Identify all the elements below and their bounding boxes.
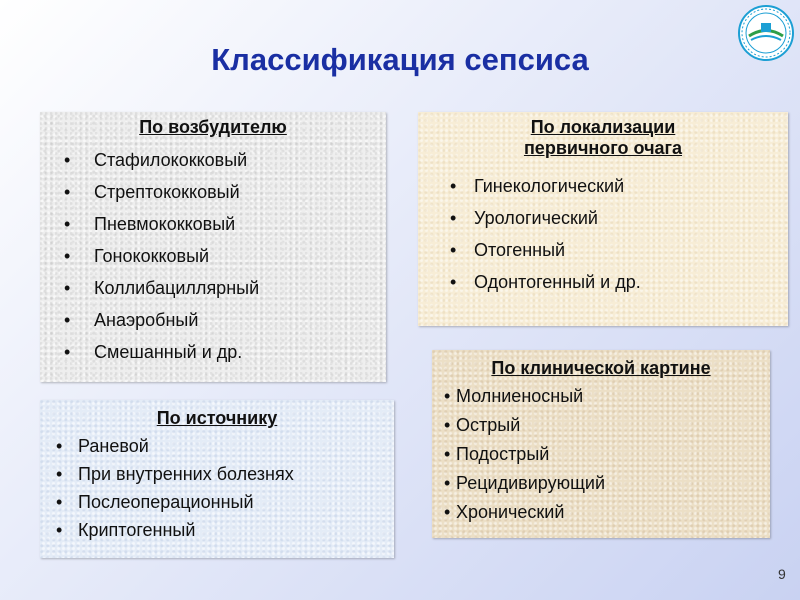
localization-heading-line2: первичного очага bbox=[523, 138, 683, 158]
list-item-label: Гинекологический bbox=[474, 176, 625, 196]
bullet: • bbox=[450, 272, 457, 292]
source-heading: По источнику bbox=[156, 408, 278, 428]
list-item-label: Криптогенный bbox=[78, 520, 196, 540]
list-item bbox=[444, 501, 605, 530]
list-item bbox=[56, 435, 294, 463]
list-item bbox=[64, 308, 259, 340]
pathogen-panel bbox=[40, 112, 386, 382]
list-item bbox=[64, 276, 259, 308]
list-item-label: Стафилококковый bbox=[94, 150, 248, 170]
slide-title: Классификация сепсиса bbox=[211, 42, 589, 77]
list-item-label: Гонококковый bbox=[94, 246, 210, 266]
page-number: 9 bbox=[778, 566, 786, 582]
list-item-label: Подострый bbox=[456, 444, 550, 464]
list-item bbox=[450, 270, 641, 302]
list-item bbox=[56, 463, 294, 491]
list-item-label: Молниеносный bbox=[456, 386, 584, 406]
bullet: • bbox=[444, 473, 451, 493]
list-item bbox=[64, 148, 259, 180]
list-item-label: Смешанный и др. bbox=[94, 342, 243, 362]
bullet: • bbox=[56, 464, 63, 484]
bullet: • bbox=[64, 150, 71, 170]
bullet: • bbox=[64, 310, 71, 330]
list-item-label: При внутренних болезнях bbox=[78, 464, 294, 484]
bullet: • bbox=[64, 214, 71, 234]
bullet: • bbox=[64, 246, 71, 266]
list-item-label: Одонтогенный и др. bbox=[474, 272, 641, 292]
list-item-label: Стрептококковый bbox=[94, 182, 240, 202]
source-list bbox=[56, 435, 294, 547]
list-item bbox=[444, 472, 605, 501]
list-item-label: Отогенный bbox=[474, 240, 566, 260]
list-item bbox=[64, 180, 259, 212]
list-item bbox=[64, 340, 259, 372]
clinical-list bbox=[444, 385, 605, 530]
list-item bbox=[444, 414, 605, 443]
list-item bbox=[56, 491, 294, 519]
list-item-label: Коллибациллярный bbox=[94, 278, 260, 298]
list-item bbox=[450, 238, 641, 270]
list-item-label: Рецидивирующий bbox=[456, 473, 605, 493]
clinical-heading: По клинической картине bbox=[491, 358, 711, 378]
list-item-label: Раневой bbox=[78, 436, 149, 456]
bullet: • bbox=[444, 386, 451, 406]
pathogen-list bbox=[64, 148, 259, 372]
list-item bbox=[450, 206, 641, 238]
clinical-panel bbox=[432, 350, 770, 538]
localization-panel bbox=[418, 112, 788, 326]
pathogen-heading: По возбудителю bbox=[139, 117, 287, 137]
localization-list bbox=[450, 174, 641, 302]
bullet: • bbox=[444, 502, 451, 522]
bullet: • bbox=[56, 492, 63, 512]
list-item-label: Послеоперационный bbox=[78, 492, 254, 512]
bullet: • bbox=[56, 436, 63, 456]
list-item bbox=[64, 212, 259, 244]
list-item bbox=[56, 519, 294, 547]
bullet: • bbox=[64, 342, 71, 362]
list-item-label: Хронический bbox=[456, 502, 565, 522]
list-item-label: Острый bbox=[456, 415, 521, 435]
bullet: • bbox=[56, 520, 63, 540]
bullet: • bbox=[450, 176, 457, 196]
list-item-label: Пневмококковый bbox=[94, 214, 236, 234]
bullet: • bbox=[450, 240, 457, 260]
localization-heading bbox=[418, 117, 788, 159]
list-item bbox=[64, 244, 259, 276]
source-panel bbox=[40, 400, 394, 558]
bullet: • bbox=[444, 415, 451, 435]
bullet: • bbox=[64, 278, 71, 298]
list-item bbox=[444, 385, 605, 414]
bullet: • bbox=[64, 182, 71, 202]
list-item-label: Урологический bbox=[474, 208, 598, 228]
localization-heading-line1: По локализации bbox=[530, 117, 676, 137]
bullet: • bbox=[444, 444, 451, 464]
bullet: • bbox=[450, 208, 457, 228]
list-item bbox=[450, 174, 641, 206]
list-item-label: Анаэробный bbox=[94, 310, 199, 330]
list-item bbox=[444, 443, 605, 472]
